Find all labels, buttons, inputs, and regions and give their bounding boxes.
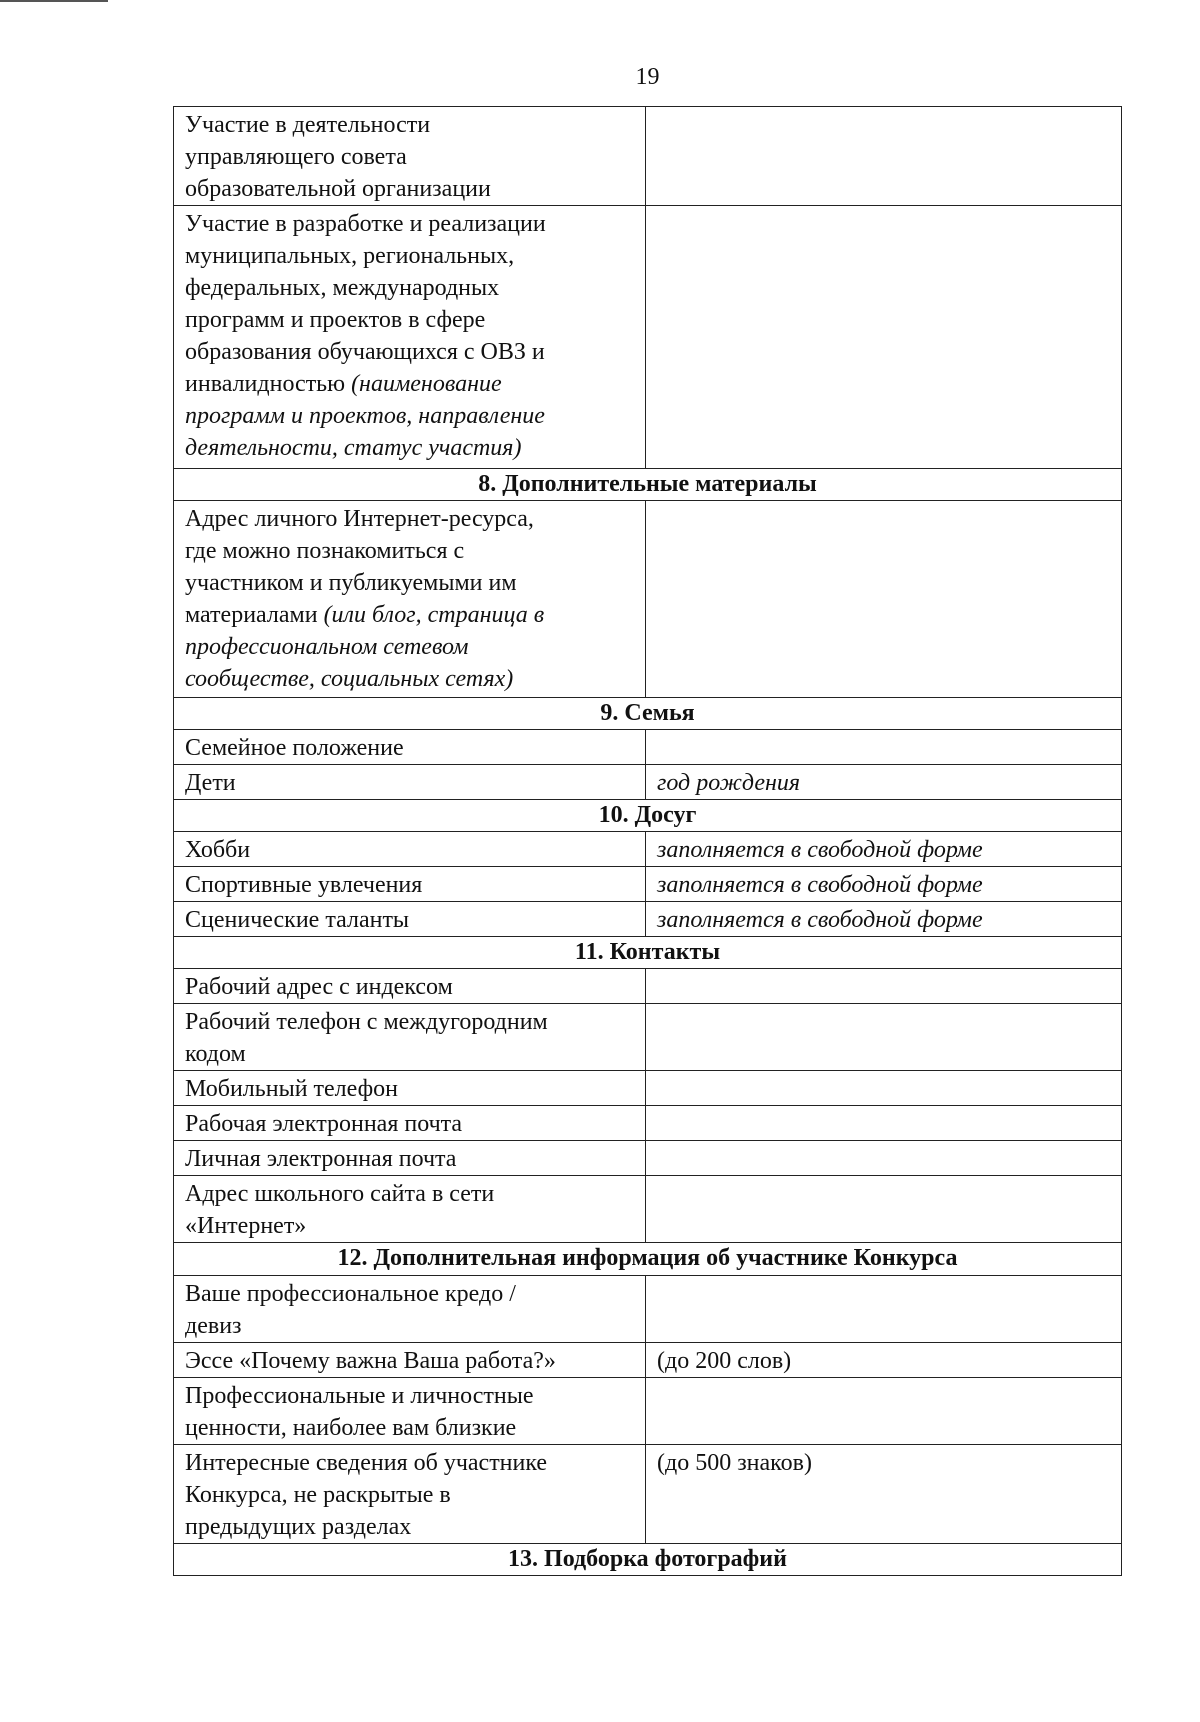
- field-value-cell[interactable]: [646, 969, 1122, 1004]
- section-header-row: [174, 1243, 1122, 1276]
- field-label-cell: [174, 1378, 646, 1445]
- field-value-cell[interactable]: заполняется в свободной форме: [646, 867, 1122, 902]
- form-row: [174, 730, 1122, 765]
- page-number: 19: [635, 64, 660, 90]
- form-row: [174, 902, 1122, 937]
- section-header-row: [174, 800, 1122, 832]
- field-label-cell: [174, 1106, 646, 1141]
- field-label: Адрес личного Интернет-ресурса, где можно познакомиться с участником и публикуемыми им материалами: [185, 506, 534, 628]
- field-label: Дети: [185, 770, 236, 796]
- field-value-cell[interactable]: [646, 730, 1122, 765]
- field-hint: (наименование программ и проектов, направление деятельности, статус участия): [185, 371, 545, 461]
- field-label-cell: [174, 501, 646, 698]
- field-value-cell[interactable]: год рождения: [646, 765, 1122, 800]
- field-hint: (или блог, страница в профессиональном сетевом сообществе, социальных сетях): [185, 602, 545, 692]
- field-label-cell: [174, 1445, 646, 1544]
- field-label-cell: [174, 1176, 646, 1243]
- field-label-cell: [174, 107, 646, 206]
- field-label: Рабочий телефон с междугородним кодом: [185, 1009, 548, 1067]
- field-label: Профессиональные и личностные ценности, наиболее вам близкие: [185, 1383, 534, 1441]
- field-label-cell: [174, 867, 646, 902]
- section-title: 10. Досуг: [174, 800, 1122, 832]
- field-label: Участие в разработке и реализации муниципальных, региональных, федеральных, международных программ и проектов в сфере образования обучающихся с ОВЗ и инвалидностью: [185, 211, 546, 397]
- field-label: Ваше профессиональное кредо / девиз: [185, 1281, 516, 1339]
- field-value-cell[interactable]: [646, 1071, 1122, 1106]
- field-label: Хобби: [185, 837, 251, 863]
- field-label: Семейное положение: [185, 735, 404, 761]
- field-label-cell: [174, 902, 646, 937]
- field-label-cell: [174, 1343, 646, 1378]
- field-value-cell[interactable]: [646, 1004, 1122, 1071]
- field-label-cell: [174, 1071, 646, 1106]
- field-label: Сценические таланты: [185, 907, 410, 933]
- field-label: Мобильный телефон: [185, 1076, 398, 1102]
- field-value-cell[interactable]: (до 500 знаков): [646, 1445, 1122, 1544]
- form-row: [174, 1378, 1122, 1445]
- field-label: Спортивные увлечения: [185, 872, 423, 898]
- section-title: 13. Подборка фотографий: [174, 1544, 1122, 1576]
- field-value-cell[interactable]: [646, 1378, 1122, 1445]
- field-label-cell: [174, 1004, 646, 1071]
- form-row: [174, 501, 1122, 698]
- form-row: [174, 206, 1122, 469]
- section-title: 11. Контакты: [174, 937, 1122, 969]
- field-value-cell[interactable]: [646, 1276, 1122, 1343]
- field-label-cell: [174, 765, 646, 800]
- form-row: [174, 1071, 1122, 1106]
- section-header-row: [174, 698, 1122, 730]
- field-label: Эссе «Почему важна Ваша работа?»: [185, 1348, 556, 1374]
- field-label-cell: [174, 969, 646, 1004]
- form-row: [174, 765, 1122, 800]
- field-value-cell[interactable]: (до 200 слов): [646, 1343, 1122, 1378]
- scan-edge-mark: [0, 0, 108, 2]
- form-row: [174, 1176, 1122, 1243]
- field-label-cell: [174, 1276, 646, 1343]
- field-value-cell[interactable]: [646, 206, 1122, 469]
- field-label: Личная электронная почта: [185, 1146, 457, 1172]
- form-row: [174, 1276, 1122, 1343]
- field-value-cell[interactable]: [646, 501, 1122, 698]
- field-label: Рабочая электронная почта: [185, 1111, 463, 1137]
- section-title: 8. Дополнительные материалы: [174, 469, 1122, 501]
- section-title: 9. Семья: [174, 698, 1122, 730]
- field-label-cell: [174, 730, 646, 765]
- form-row: [174, 1445, 1122, 1544]
- field-value-cell[interactable]: [646, 1176, 1122, 1243]
- form-row: [174, 832, 1122, 867]
- field-value-cell[interactable]: [646, 107, 1122, 206]
- field-label-cell: [174, 206, 646, 469]
- field-label: Участие в деятельности управляющего совета образовательной организации: [185, 112, 491, 202]
- form-table-body: [174, 107, 1122, 1576]
- field-value-cell[interactable]: [646, 1141, 1122, 1176]
- field-label: Адрес школьного сайта в сети «Интернет»: [185, 1181, 495, 1239]
- form-row: [174, 1106, 1122, 1141]
- application-form-table: [173, 106, 1122, 1576]
- section-header-row: [174, 1544, 1122, 1576]
- field-value-cell[interactable]: [646, 1106, 1122, 1141]
- form-row: [174, 107, 1122, 206]
- form-row: [174, 1004, 1122, 1071]
- field-label-cell: [174, 1141, 646, 1176]
- field-value-cell[interactable]: заполняется в свободной форме: [646, 832, 1122, 867]
- form-row: [174, 1141, 1122, 1176]
- section-header-row: [174, 937, 1122, 969]
- field-label: Интересные сведения об участнике Конкурса, не раскрытые в предыдущих разделах: [185, 1450, 548, 1540]
- field-value-cell[interactable]: заполняется в свободной форме: [646, 902, 1122, 937]
- field-label: Рабочий адрес с индексом: [185, 974, 453, 1000]
- form-row: [174, 969, 1122, 1004]
- section-title: 12. Дополнительная информация об участнике Конкурса: [174, 1243, 1122, 1276]
- section-header-row: [174, 469, 1122, 501]
- field-label-cell: [174, 832, 646, 867]
- form-row: [174, 867, 1122, 902]
- form-row: [174, 1343, 1122, 1378]
